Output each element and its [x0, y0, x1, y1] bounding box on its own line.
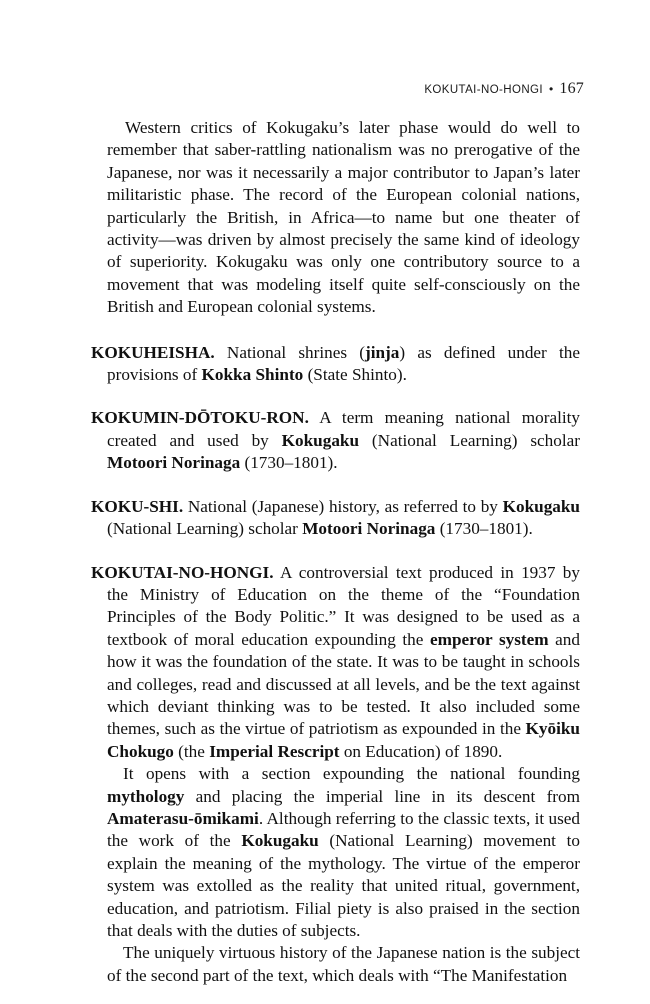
entry-kokutai-no-hongi-paragraph-3 [91, 942, 580, 987]
text-run: on Education) of 1890. [339, 741, 503, 761]
text-run: (National Learning) scholar [107, 519, 303, 539]
page-number: 167 [559, 80, 584, 97]
text-run: Western critics of Kokugaku’s later phase would do well to remember that saber-rattling nationalism was no prerogative of the Japanese, nor was it necessarily a major contributor to Japan’s later militaristic phase. The record of the European colonial nations, particularly the British, in Africa—to name but one theater of activity—was driven by almost precisely the same kind of ideology of superiority. Kokugaku was only one contributory source to a movement that was modeling itself quite self-consciously on the British and European colonial systems. [107, 118, 580, 317]
text-run: (1730–1801). [240, 453, 338, 473]
bold-term: emperor system [430, 629, 549, 649]
running-head-title: KOKUTAI-NO-HONGI [424, 84, 543, 96]
bold-term: Motoori Norinaga [302, 519, 436, 539]
bold-term: Kokka Shinto [201, 365, 304, 385]
text-run: National shrines ( [214, 342, 365, 362]
page-body [91, 117, 580, 987]
entry-kokumin-dotoku-ron [91, 407, 580, 474]
text-run: (1730–1801). [435, 519, 533, 539]
text-run: (State Shinto). [303, 365, 407, 385]
running-head [424, 80, 584, 98]
bold-term: jinja [364, 342, 400, 362]
bold-term: Kokugaku [281, 430, 360, 450]
bullet-separator-icon: • [548, 82, 554, 96]
bold-term: mythology [107, 786, 185, 806]
text-run: . Although referring to the classic texts, it used the work of the [107, 808, 580, 851]
bold-term: Motoori Norinaga [107, 453, 241, 473]
text-run: A controversial text produced in 1937 by the Ministry of Education on the theme of the “Foundation Principles of the Body Politic.” It was designed to be used as a textbook of moral education expounding the [107, 562, 580, 649]
text-run: and placing the imperial line in its descent from [184, 786, 580, 806]
bold-term: Kokugaku [502, 496, 580, 516]
text-run: It opens with a section expounding the national founding [123, 764, 580, 784]
text-run: ) as defined under the provisions of [107, 342, 580, 385]
bold-term: KOKUTAI-NO-HONGI. [91, 562, 274, 582]
bold-term: Kokugaku [241, 831, 319, 851]
entry-koku-shi [91, 496, 580, 541]
bold-term: Imperial Rescript [209, 741, 340, 761]
bold-term: KOKUMIN-DŌTOKU-RON. [91, 408, 309, 428]
text-run: National (Japanese) history, as referred to by [183, 496, 503, 516]
bold-term: Kyōiku Chokugo [107, 719, 580, 761]
entry-kokutai-no-hongi-paragraph-2 [91, 763, 580, 942]
bold-term: Amaterasu-ōmikami [107, 808, 259, 828]
text-run: The uniquely virtuous history of the Japanese nation is the subject of the second part of the text, which deals with “The Manifestation [107, 943, 580, 985]
text-run: (National Learning) scholar [359, 430, 580, 450]
text-run: (the [173, 741, 210, 761]
text-run: A term meaning national morality created and used by [107, 408, 580, 450]
text-run: (National Learning) movement to explain the meaning of the mythology. The virtue of the emperor system was extolled as the reality that united ritual, government, education, and patriotism. Filial piety is also praised in the section that deals with the duties of subjects. [107, 831, 580, 940]
bold-term: KOKU-SHI. [91, 496, 184, 516]
entry-kokuheisha [91, 342, 580, 387]
entry-kokutai-no-hongi [91, 562, 580, 764]
continued-paragraph [91, 117, 580, 319]
text-run: and how it was the foundation of the state. It was to be taught in schools and colleges, read and discussed at all levels, and be the text against which deviant thinking was to be tested. It also included some themes, such as the virtue of patriotism as expounded in the [107, 629, 580, 739]
bold-term: KOKUHEISHA. [91, 342, 215, 362]
